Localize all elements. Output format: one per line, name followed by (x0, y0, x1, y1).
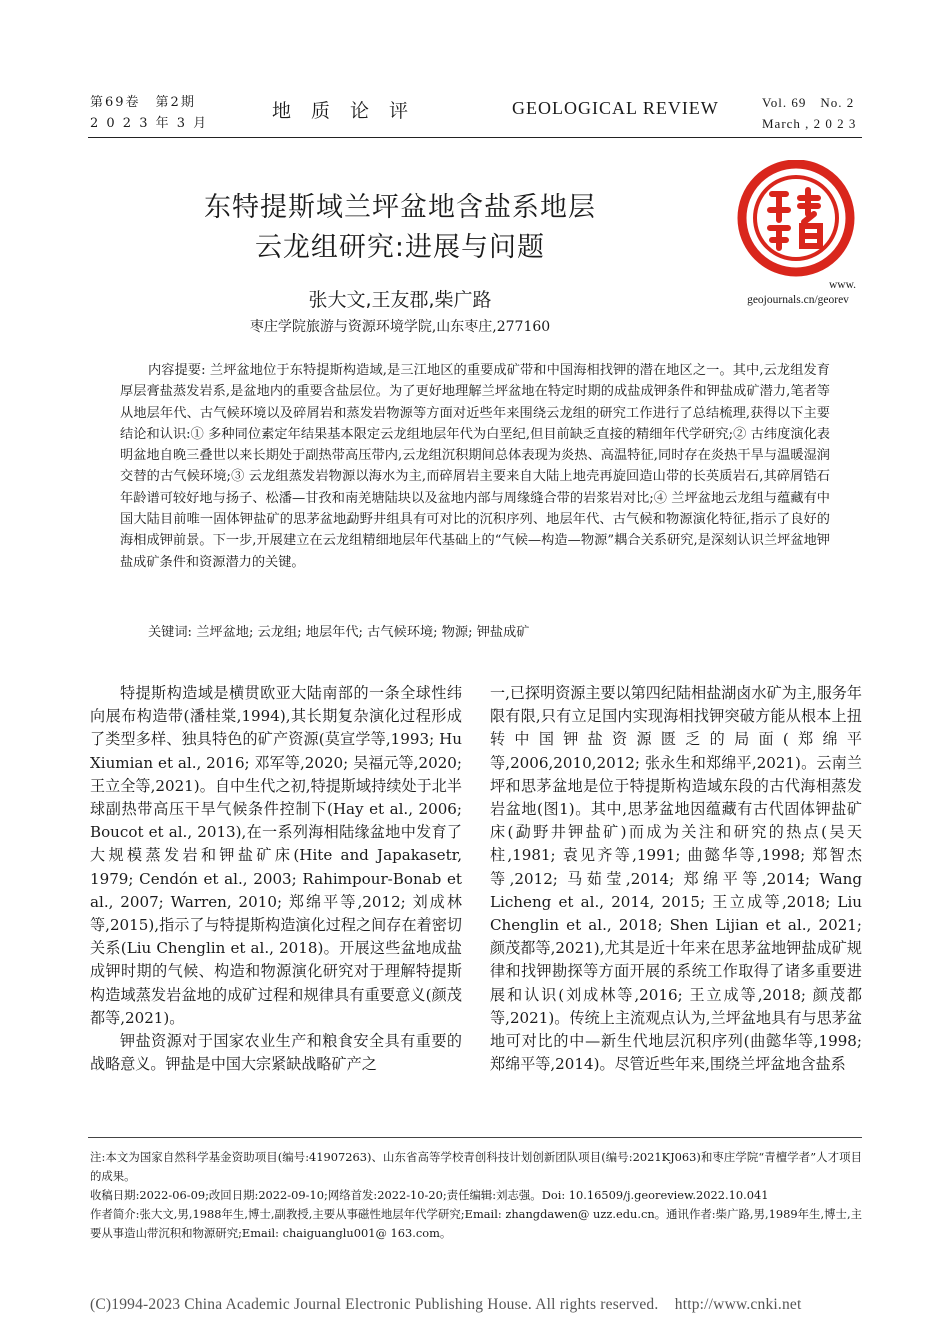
header-left (90, 92, 208, 134)
journal-url-line-2: geojournals.cn/georev (747, 294, 849, 306)
footnote-fund: 注:本文为国家自然科学基金资助项目(编号:41907263)、山东省高等学校青创科技计划创新团队项目(编号:2021KJ063)和枣庄学院“青檀学者”人才项目的成果。 (90, 1150, 862, 1183)
title-line-2: 云龙组研究:进展与问题 (254, 232, 546, 263)
volume-issue-cn: 第69卷 第2期 (90, 95, 196, 110)
body-column-left (90, 682, 462, 1076)
body-paragraph: 一,已探明资源主要以第四纪陆相盐湖卤水矿为主,服务年限有限,只有立足国内实现海相找钾突破方能从根本上扭转中国钾盐资源匮乏的局面(郑绵平等,2006,2010,2012; 张永生和郑绵平,2021)。云南兰坪和思茅盆地是位于特提斯构造域东段的古代海相蒸发岩盆地(图1)。其中,思茅盆地因蕴藏有古代固体钾盐矿床(勐野井钾盐矿)而成为关注和研究的热点(吴天柱,1981; 袁见齐等,1991; 曲懿华等,1998; 郑智杰等,2012; 马茹莹,2014; 郑绵平等,2014; Wang Licheng et al., 2014, 2015; 王立成等,2018; Liu Chenglin et al., 2018; Shen Lijian et al., 2021; 颜茂都等,2021),尤其是近十年来在思茅盆地钾盐成矿规律和找钾勘探等方面开展的系统工作取得了诸多重要进展和认识(刘成林等,2016; 王立成等,2018; 颜茂都等,2021)。传统上主流观点认为,兰坪盆地具有与思茅盆地可对比的中—新生代地层沉积序列(曲懿华等,1998; 郑绵平等,2014)。尽管近些年来,围绕兰坪盆地含盐系 (490, 684, 862, 1074)
article-title (90, 188, 710, 268)
abstract: 内容提要: 兰坪盆地位于东特提斯构造域,是三江地区的重要成矿带和中国海相找钾的潜在地区之一。其中,云龙组发育厚层膏盐蒸发岩系,是盆地内的重要含盐层位。为了更好地理解兰坪盆地在特定时期的成盐成钾条件和钾盐成矿潜力,笔者等从地层年代、古气候环境以及碎屑岩和蒸发岩物源等方面对近些年来围绕云龙组的研究工作进行了总结梳理,获得以下主要结论和认识:① 多种同位素定年结果基本限定云龙组地层年代为白垩纪,但目前缺乏直接的精细年代学研究;② 古纬度演化表明盆地自晚三叠世以来长期处于副热带高压带内,云龙组沉积期间总体表现为炎热、高温特征,同时存在炎热干旱与温暖湿润交替的古气候环境;③ 云龙组蒸发岩物源以海水为主,而碎屑岩主要来自大陆上地壳再旋回造山带的长英质岩石,其碎屑锆石年龄谱可较好地与扬子、松潘—甘孜和南羌塘陆块以及盆地内部与周缘缝合带的岩浆岩对比;④ 兰坪盆地云龙组与蕴藏有中国大陆目前唯一固体钾盐矿的思茅盆地勐野井组具有可对比的沉积序列、地层年代、古气候和物源演化特征,指示了良好的海相成钾前景。下一步,开展建立在云龙组精细地层年代基础上的“气候—构造—物源”耦合关系研究,是深刻认识兰坪盆地钾盐成矿条件和资源潜力的关键。 (120, 363, 830, 570)
date-cn: 2 0 2 3 年 3 月 (90, 116, 209, 131)
header-right (762, 92, 856, 134)
footnote-divider (88, 1137, 862, 1138)
body-paragraph: 钾盐资源对于国家农业生产和粮食安全具有重要的战略意义。钾盐是中国大宗紧缺战略矿产之 (90, 1032, 462, 1074)
header-divider (88, 137, 862, 138)
copyright-notice: (C)1994-2023 China Academic Journal Electronic Publishing House. All rights reserved. http://www.cnki.net (90, 1296, 802, 1313)
keywords: 关键词: 兰坪盆地; 云龙组; 地层年代; 古气候环境; 物源; 钾盐成矿 (148, 625, 530, 640)
footnote-dates: 收稿日期:2022-06-09;改回日期:2022-09-10;网络首发:2022-10-20;责任编辑:刘志强。Doi: 10.16509/j.georeview.2022.10.041 (90, 1188, 769, 1202)
body-paragraph: 特提斯构造域是横贯欧亚大陆南部的一条全球性纬向展布构造带(潘桂棠,1994),其长期复杂演化过程形成了类型多样、独具特色的矿产资源(莫宣学等,1993; Hu Xiumian et al., 2016; 邓军等,2020; 吴福元等,2020; 王立全等,2021)。自中生代之初,特提斯域持续处于北半球副热带高压干旱气候条件控制下(Hay et al., 2006; Boucot et al., 2013),在一系列海相陆缘盆地中发育了大规模蒸发岩和钾盐矿床(Hite and Japakasetr, 1979; Cendón et al., 2003; Rahimpour-Bonab et al., 2007; Warren, 2010; 郑绵平等,2012; 刘成林等,2015),指示了与特提斯构造演化过程之间存在着密切关系(Liu Chenglin et al., 2018)。开展这些盆地成盐成钾时期的气候、构造和物源演化研究对于理解特提斯构造域蒸发岩盆地的成矿过程和规律具有重要意义(颜茂都等,2021)。 (90, 684, 462, 1027)
footnotes (90, 1148, 862, 1243)
journal-name-en: GEOLOGICAL REVIEW (512, 98, 719, 118)
journal-url-line-1: www. (828, 279, 856, 291)
journal-name-cn: 地质论评 (272, 100, 429, 122)
affiliation: 枣庄学院旅游与资源环境学院,山东枣庄,277160 (249, 319, 551, 335)
volume-issue-en: Vol. 69 No. 2 (762, 95, 855, 110)
date-en: March , 2 0 2 3 (762, 116, 857, 131)
title-line-1: 东特提斯域兰坪盆地含盐系地层 (204, 192, 596, 223)
journal-seal-logo (730, 160, 862, 292)
authors: 张大文,王友郡,柴广路 (308, 289, 492, 311)
footnote-authors: 作者简介:张大文,男,1988年生,博士,副教授,主要从事磁性地层年代学研究;Email: zhangdawen@ uzz.edu.cn。通讯作者:柴广路,男,1989年生,博士,主要从事造山带沉积和物源研究;Email: chaiguanglu001@ 163.com。 (90, 1207, 862, 1240)
body-column-right (490, 682, 862, 1076)
journal-url (718, 278, 878, 308)
